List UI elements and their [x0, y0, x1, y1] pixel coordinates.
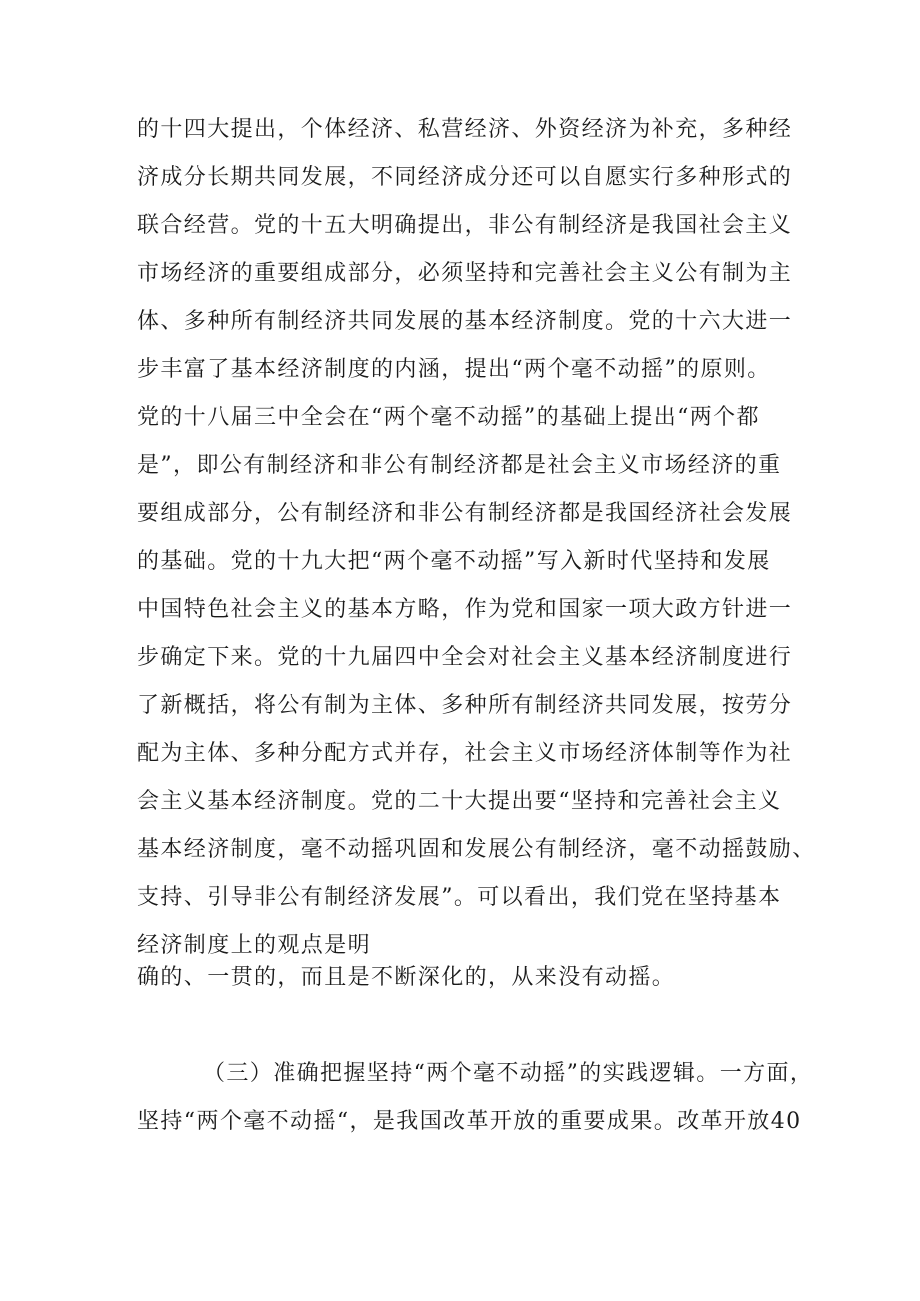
text-line: 是”，即公有制经济和非公有制经济都是社会主义市场经济的重 — [137, 453, 782, 478]
text-line: 市场经济的重要组成部分，必须坚持和完善社会主义公有制为主 — [137, 261, 793, 286]
text-line: 了新概括，将公有制为主体、多种所有制经济共同发展，按劳分 — [137, 693, 793, 718]
text-line: 体、多种所有制经济共同发展的基本经济制度。党的十六大进一 — [137, 309, 793, 334]
text-line: 的基础。党的十九大把“两个毫不动摇”写入新时代坚持和发展 — [137, 549, 771, 574]
text-line: 步丰富了基本经济制度的内涵，提出“两个毫不动摇”的原则。 — [137, 357, 771, 382]
text-line: 步确定下来。党的十九届四中全会对社会主义基本经济制度进行 — [137, 645, 793, 670]
text-line: 联合经营。党的十五大明确提出，非公有制经济是我国社会主义 — [137, 213, 793, 238]
text-line: 配为主体、多种分配方式并存，社会主义市场经济体制等作为社 — [137, 741, 793, 766]
text-line: 党的十八届三中全会在“两个毫不动摇”的基础上提出“两个都 — [137, 405, 760, 430]
text-line: 要组成部分，公有制经济和非公有制经济都是我国经济社会发展 — [137, 501, 793, 526]
text-line: 的十四大提出，个体经济、私营经济、外资经济为补充，多种经 — [137, 117, 793, 142]
text-line: （三）准确把握坚持“两个毫不动摇”的实践逻辑。一方面， — [203, 1061, 814, 1086]
text-line: 中国特色社会主义的基本方略，作为党和国家一项大政方针进一 — [137, 597, 793, 622]
text-line: 会主义基本经济制度。党的二十大提出要“坚持和完善社会主义 — [137, 789, 782, 814]
text-line: 确的、一贯的，而且是不断深化的，从来没有动摇。 — [137, 965, 676, 990]
text-line: 济成分长期共同发展，不同经济成分还可以自愿实行多种形式的 — [137, 165, 793, 190]
text-line: 支持、引导非公有制经济发展”。可以看出，我们党在坚持基本 — [137, 885, 782, 910]
text-line: 基本经济制度，毫不动摇巩固和发展公有制经济，毫不动摇鼓励、 — [137, 837, 816, 862]
text-line: 坚持“两个毫不动摇“，是我国改革开放的重要成果。改革开放40 — [137, 1109, 802, 1134]
text-line: 经济制度上的观点是明 — [137, 933, 372, 958]
